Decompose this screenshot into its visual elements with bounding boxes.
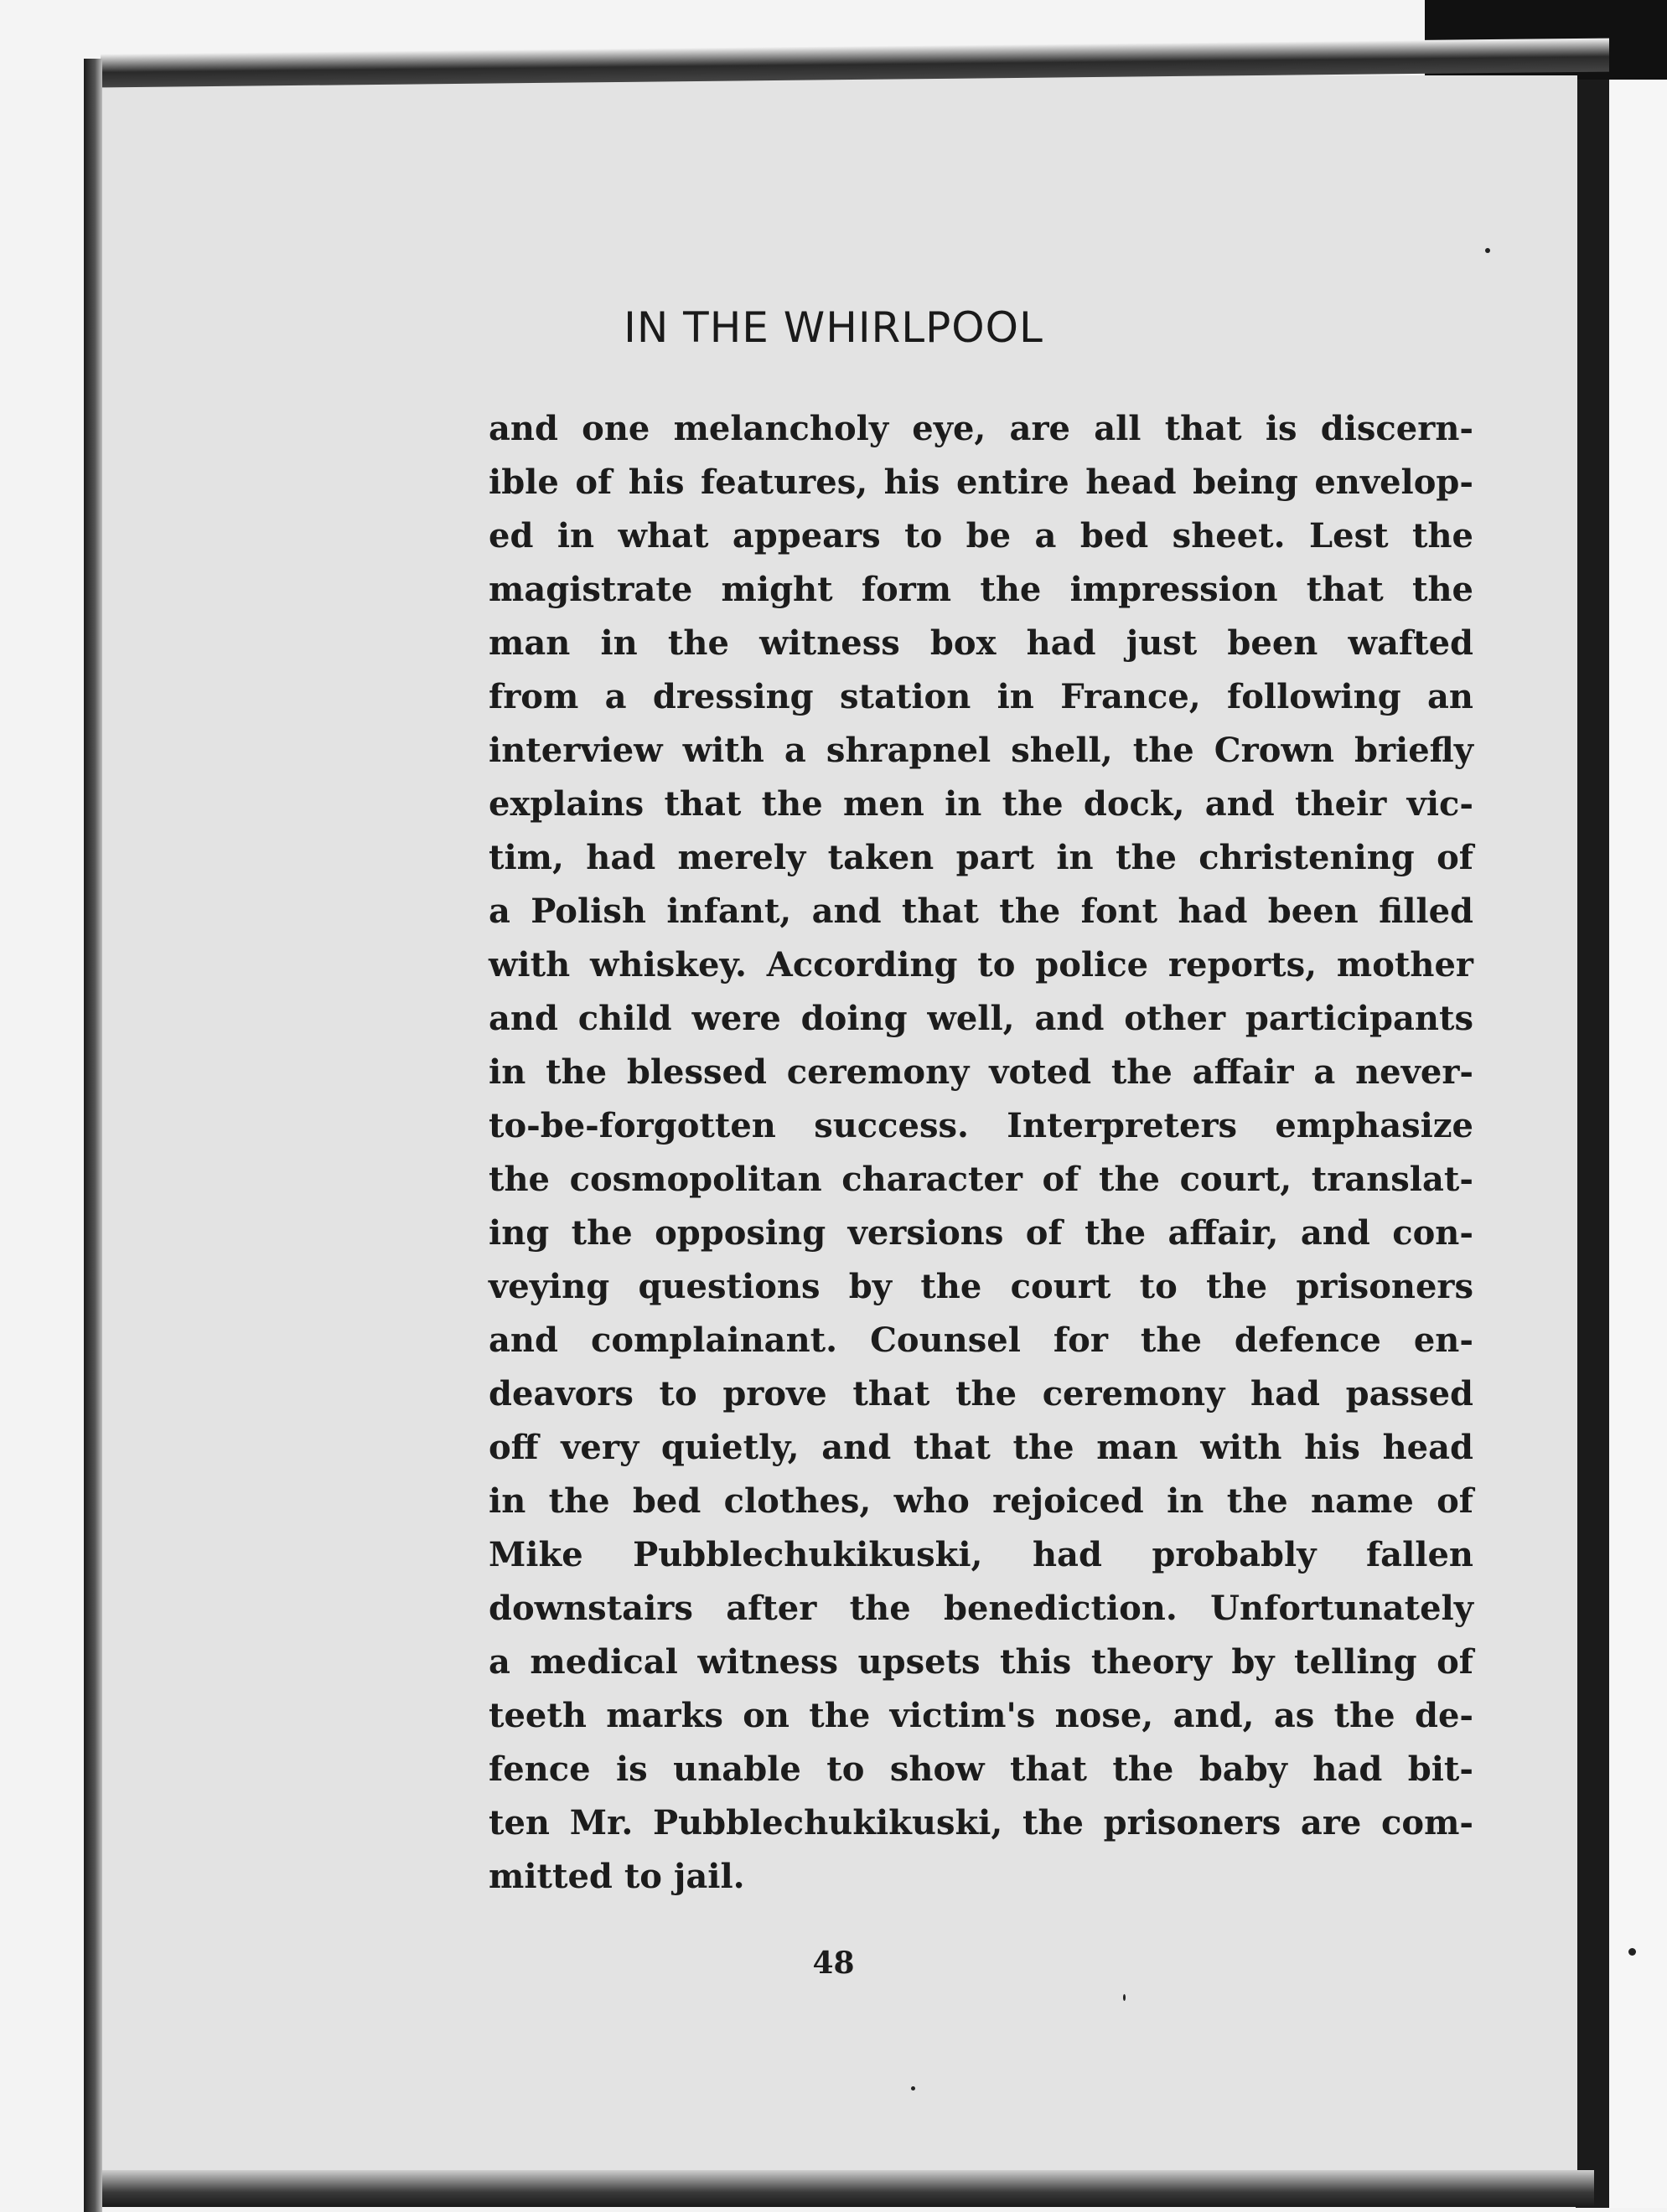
body-text (489, 402, 1473, 1904)
text-line: ing the opposing versions of the affair, and con- (489, 1213, 1473, 1253)
text-line: ten Mr. Pubblechukikuski, the prisoners are com- (489, 1803, 1473, 1842)
text-line: a Polish infant, and that the font had been filled (489, 892, 1473, 931)
text-line: ible of his features, his entire head being envelop- (489, 463, 1473, 502)
text-line: explains that the men in the dock, and their vic- (489, 784, 1473, 824)
text-line: off very quietly, and that the man with his head (489, 1428, 1473, 1467)
text-line: magistrate might form the impression that the (489, 570, 1473, 609)
text-line: in the bed clothes, who rejoiced in the name of (489, 1481, 1473, 1521)
text-line: the cosmopolitan character of the court, translat- (489, 1160, 1473, 1199)
text-line: tim, had merely taken part in the christening of (489, 838, 1473, 877)
text-line: teeth marks on the victim's nose, and, as the de- (489, 1696, 1473, 1735)
scan-background-right (1609, 80, 1667, 2208)
text-line: ed in what appears to be a bed sheet. Lest the (489, 516, 1473, 556)
book-spine-edge (1576, 80, 1609, 2208)
text-line: in the blessed ceremony voted the affair a never- (489, 1052, 1473, 1092)
text-line: from a dressing station in France, following an (489, 677, 1473, 716)
scan-speck (1485, 248, 1490, 253)
text-line: mitted to jail. (489, 1857, 745, 1896)
text-line: with whiskey. According to police reports, mother (489, 945, 1473, 985)
text-line: a medical witness upsets this theory by telling of (489, 1642, 1473, 1682)
text-line: Mike Pubblechukikuski, had probably fallen (489, 1535, 1473, 1574)
page-bottom-edge (102, 2170, 1594, 2207)
text-line: fence is unable to show that the baby had bit- (489, 1749, 1473, 1789)
text-line: and one melancholy eye, are all that is discern- (489, 409, 1473, 448)
text-line: and child were doing well, and other participants (489, 999, 1473, 1038)
text-line: downstairs after the benediction. Unfortunately (489, 1589, 1473, 1628)
scan-speck (911, 2086, 915, 2091)
page-left-edge (84, 59, 102, 2212)
text-line: and complainant. Counsel for the defence en- (489, 1320, 1473, 1360)
scan-speck (1123, 1994, 1126, 2001)
text-line: interview with a shrapnel shell, the Crown briefly (489, 731, 1473, 770)
text-line: veying questions by the court to the prisoners (489, 1267, 1473, 1306)
page-number: 48 (812, 1946, 855, 1981)
text-line: deavors to prove that the ceremony had passed (489, 1374, 1473, 1414)
text-line: man in the witness box had just been wafted (489, 623, 1473, 663)
running-head: IN THE WHIRLPOOL (624, 303, 1043, 352)
text-line: to-be-forgotten success. Interpreters emphasize (489, 1106, 1473, 1145)
